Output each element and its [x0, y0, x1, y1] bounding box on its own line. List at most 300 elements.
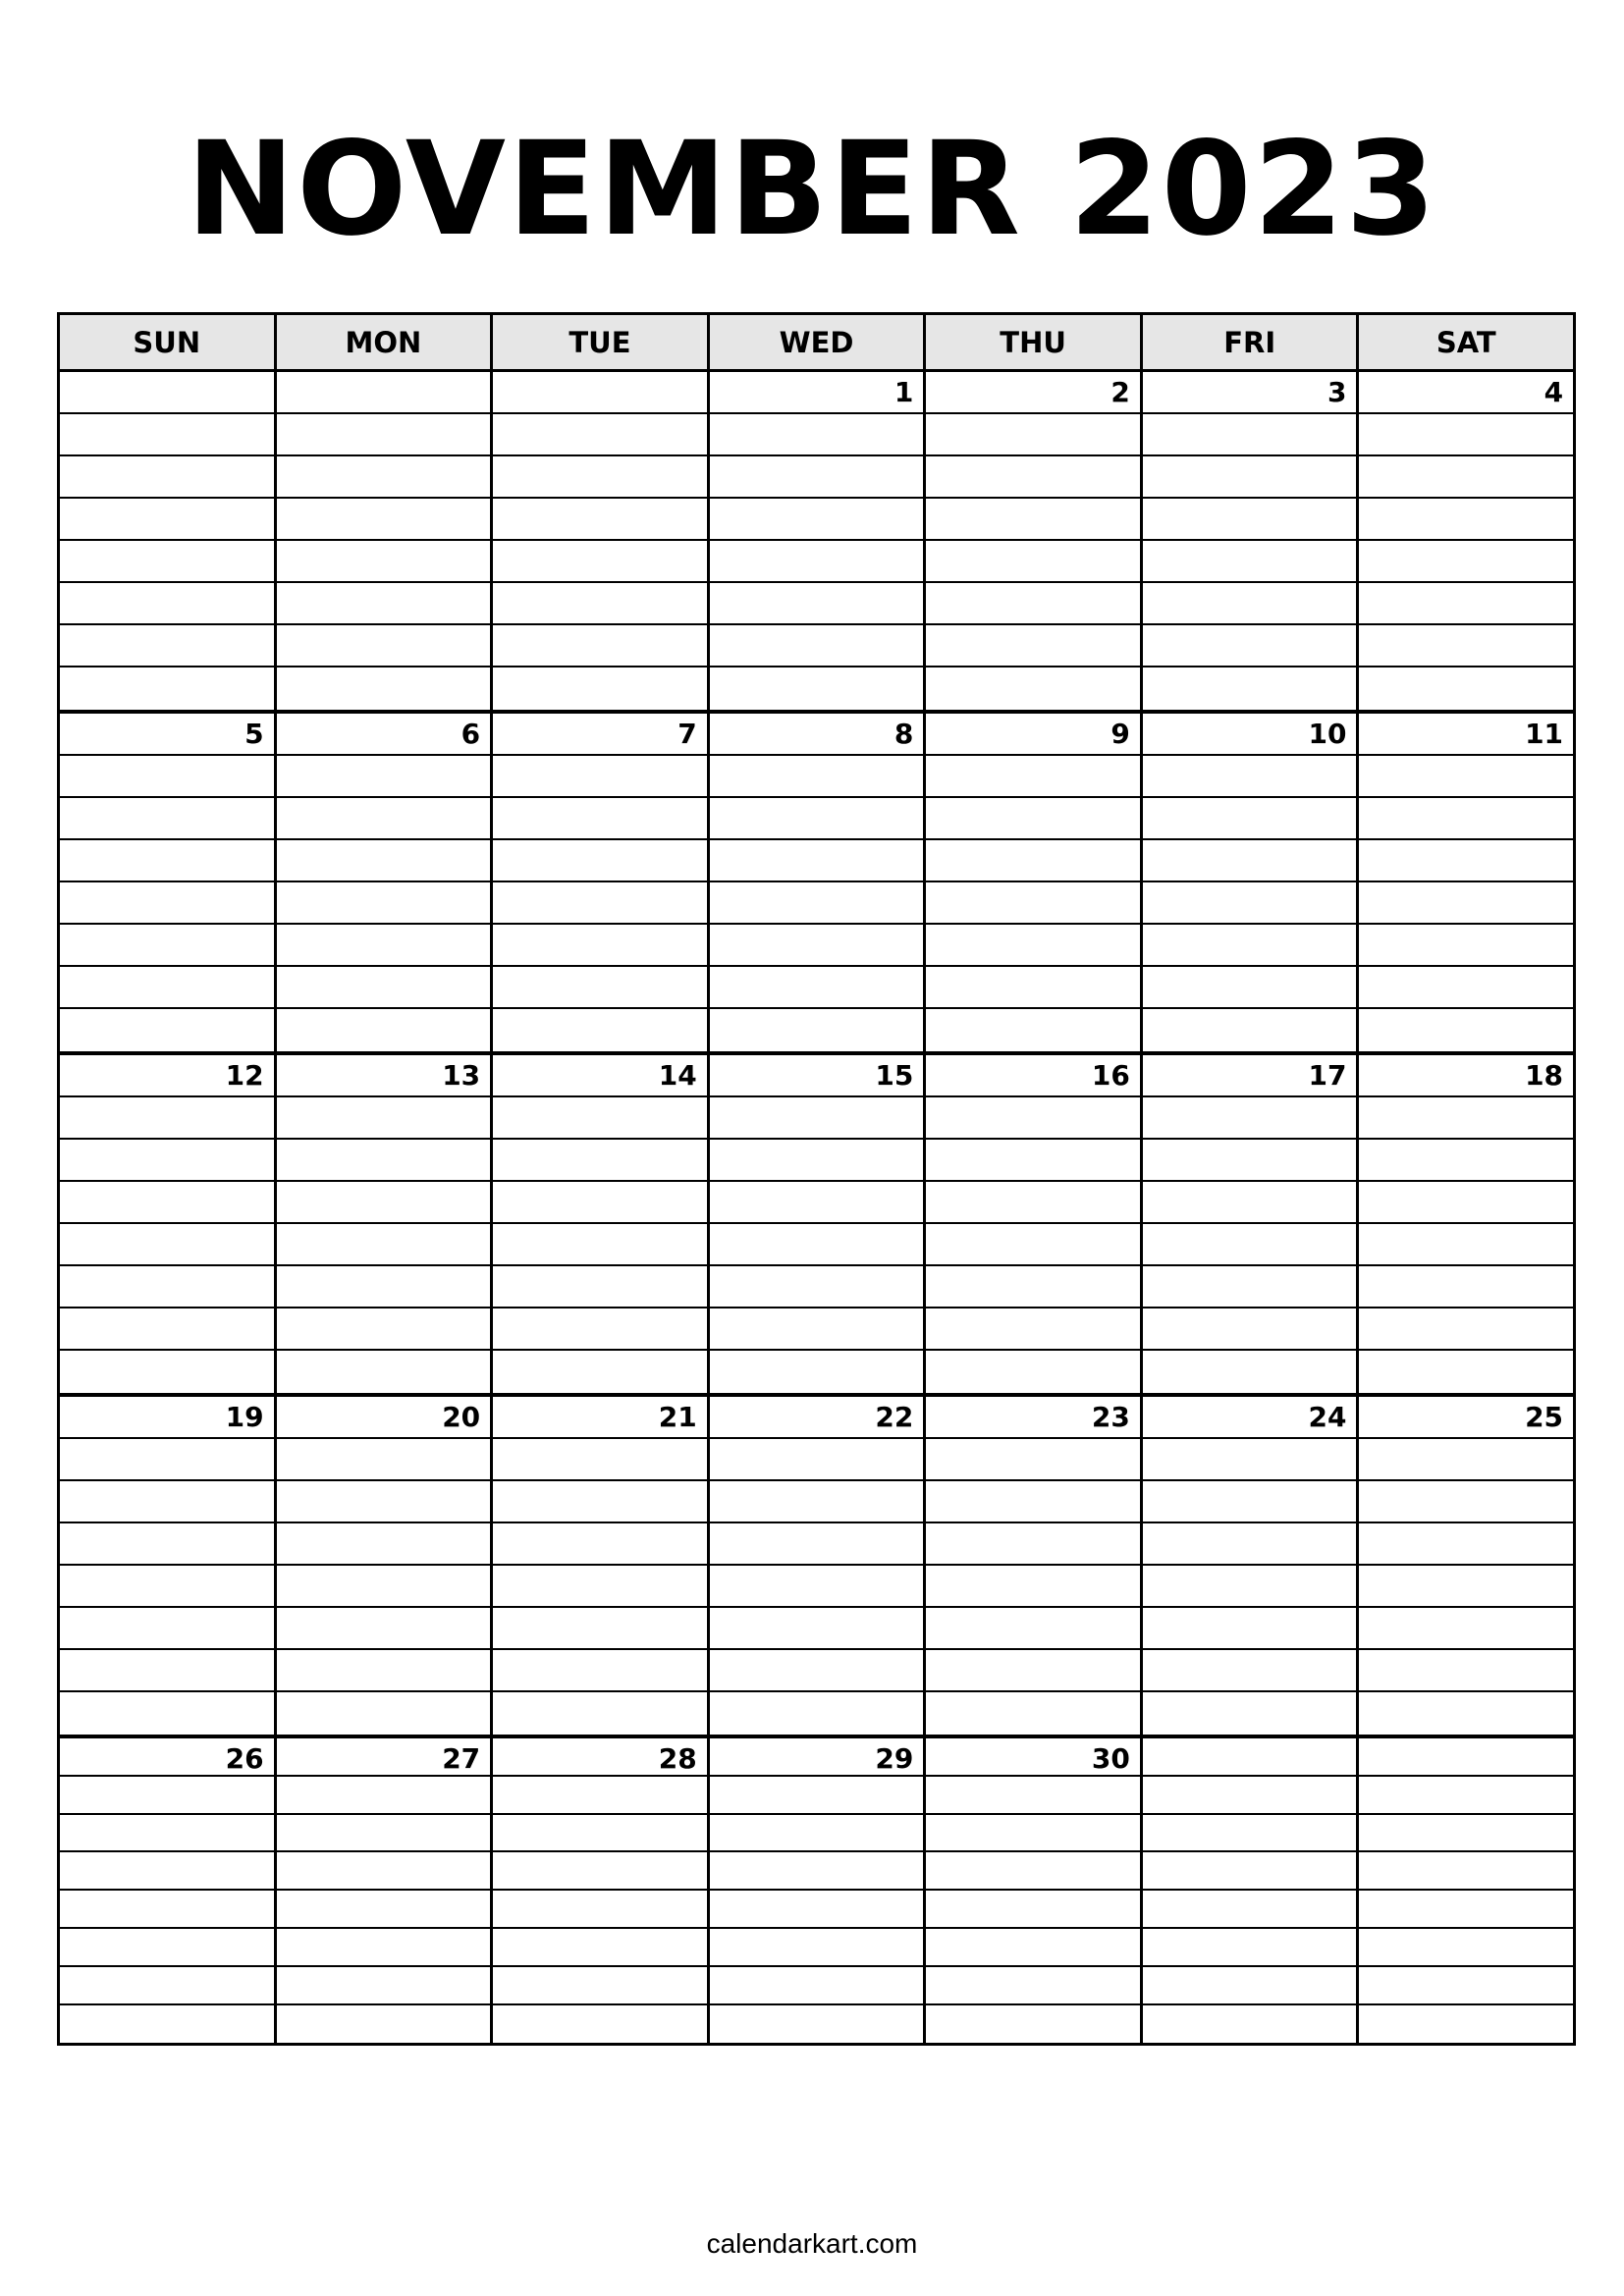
note-line[interactable] [710, 1140, 924, 1182]
note-line[interactable] [493, 756, 707, 798]
note-line[interactable] [60, 1738, 274, 1777]
note-line[interactable] [493, 1439, 707, 1481]
note-line[interactable] [1143, 840, 1357, 882]
note-line[interactable] [493, 925, 707, 967]
day-cell[interactable] [1359, 1055, 1573, 1393]
note-line[interactable] [1359, 1397, 1573, 1439]
note-line[interactable] [60, 882, 274, 925]
note-line[interactable] [277, 372, 491, 414]
note-line[interactable] [60, 1140, 274, 1182]
note-line[interactable] [1359, 1140, 1573, 1182]
note-line[interactable] [926, 1439, 1140, 1481]
note-line[interactable] [710, 1852, 924, 1891]
note-line[interactable] [493, 583, 707, 625]
note-line[interactable] [277, 456, 491, 499]
note-line[interactable] [60, 1009, 274, 1051]
note-line[interactable] [277, 925, 491, 967]
note-line[interactable] [60, 1523, 274, 1566]
note-line[interactable] [710, 756, 924, 798]
note-line[interactable] [1143, 1891, 1357, 1929]
note-line[interactable] [60, 1777, 274, 1815]
day-cell[interactable] [710, 1055, 927, 1393]
note-line[interactable] [60, 840, 274, 882]
note-line[interactable] [277, 1929, 491, 1967]
note-line[interactable] [1359, 798, 1573, 840]
note-line[interactable] [926, 1266, 1140, 1308]
note-line[interactable] [1143, 1650, 1357, 1692]
note-line[interactable] [926, 1182, 1140, 1224]
note-line[interactable] [277, 1891, 491, 1929]
note-line[interactable] [493, 1351, 707, 1393]
note-line[interactable] [926, 1650, 1140, 1692]
note-line[interactable] [710, 882, 924, 925]
note-line[interactable] [60, 1351, 274, 1393]
day-cell[interactable] [493, 1397, 710, 1735]
note-line[interactable] [277, 1182, 491, 1224]
note-line[interactable] [277, 882, 491, 925]
note-line[interactable] [277, 1481, 491, 1523]
note-line[interactable] [493, 1777, 707, 1815]
note-line[interactable] [926, 1967, 1140, 2005]
note-line[interactable] [710, 1439, 924, 1481]
note-line[interactable] [926, 1738, 1140, 1777]
day-cell[interactable] [277, 1055, 494, 1393]
day-cell[interactable] [277, 1738, 494, 2043]
note-line[interactable] [60, 2005, 274, 2044]
note-line[interactable] [710, 541, 924, 583]
note-line[interactable] [60, 714, 274, 756]
note-line[interactable] [1143, 1608, 1357, 1650]
note-line[interactable] [493, 1523, 707, 1566]
note-line[interactable] [710, 1097, 924, 1140]
note-line[interactable] [60, 414, 274, 456]
note-line[interactable] [1143, 1439, 1357, 1481]
note-line[interactable] [710, 1566, 924, 1608]
note-line[interactable] [277, 1351, 491, 1393]
note-line[interactable] [710, 1523, 924, 1566]
note-line[interactable] [1359, 456, 1573, 499]
note-line[interactable] [277, 1439, 491, 1481]
note-line[interactable] [926, 1097, 1140, 1140]
note-line[interactable] [1359, 1650, 1573, 1692]
note-line[interactable] [493, 1182, 707, 1224]
note-line[interactable] [1359, 1608, 1573, 1650]
note-line[interactable] [1359, 499, 1573, 541]
note-line[interactable] [1359, 1439, 1573, 1481]
note-line[interactable] [926, 1224, 1140, 1266]
note-line[interactable] [60, 1224, 274, 1266]
note-line[interactable] [493, 1266, 707, 1308]
note-line[interactable] [1359, 1481, 1573, 1523]
note-line[interactable] [493, 2005, 707, 2044]
note-line[interactable] [710, 1397, 924, 1439]
note-line[interactable] [493, 1967, 707, 2005]
note-line[interactable] [710, 625, 924, 667]
day-cell[interactable] [710, 1738, 927, 2043]
note-line[interactable] [277, 1523, 491, 1566]
note-line[interactable] [926, 1608, 1140, 1650]
note-line[interactable] [926, 1692, 1140, 1735]
day-cell[interactable] [1359, 1397, 1573, 1735]
note-line[interactable] [60, 1308, 274, 1351]
note-line[interactable] [926, 756, 1140, 798]
day-cell[interactable] [60, 1055, 277, 1393]
note-line[interactable] [1359, 925, 1573, 967]
note-line[interactable] [60, 499, 274, 541]
note-line[interactable] [1143, 1777, 1357, 1815]
note-line[interactable] [277, 667, 491, 710]
note-line[interactable] [926, 714, 1140, 756]
day-cell[interactable] [277, 372, 494, 710]
note-line[interactable] [926, 583, 1140, 625]
note-line[interactable] [926, 1481, 1140, 1523]
note-line[interactable] [710, 1692, 924, 1735]
note-line[interactable] [493, 667, 707, 710]
note-line[interactable] [277, 1967, 491, 2005]
note-line[interactable] [493, 1055, 707, 1097]
note-line[interactable] [277, 1777, 491, 1815]
note-line[interactable] [710, 1224, 924, 1266]
note-line[interactable] [710, 583, 924, 625]
note-line[interactable] [60, 456, 274, 499]
note-line[interactable] [926, 1351, 1140, 1393]
day-cell[interactable] [926, 1397, 1143, 1735]
note-line[interactable] [60, 1929, 274, 1967]
note-line[interactable] [277, 1308, 491, 1351]
note-line[interactable] [926, 372, 1140, 414]
note-line[interactable] [60, 1097, 274, 1140]
note-line[interactable] [1359, 1009, 1573, 1051]
note-line[interactable] [1359, 756, 1573, 798]
note-line[interactable] [493, 840, 707, 882]
note-line[interactable] [1143, 798, 1357, 840]
note-line[interactable] [1143, 1566, 1357, 1608]
note-line[interactable] [1359, 1308, 1573, 1351]
note-line[interactable] [710, 1650, 924, 1692]
note-line[interactable] [1143, 667, 1357, 710]
day-cell[interactable] [1359, 372, 1573, 710]
day-cell[interactable] [1143, 1738, 1360, 2043]
note-line[interactable] [493, 1308, 707, 1351]
note-line[interactable] [710, 1738, 924, 1777]
note-line[interactable] [277, 840, 491, 882]
note-line[interactable] [1143, 1967, 1357, 2005]
note-line[interactable] [1143, 583, 1357, 625]
note-line[interactable] [1143, 882, 1357, 925]
note-line[interactable] [1143, 499, 1357, 541]
note-line[interactable] [277, 1140, 491, 1182]
note-line[interactable] [1143, 1182, 1357, 1224]
note-line[interactable] [493, 1608, 707, 1650]
note-line[interactable] [710, 1481, 924, 1523]
day-cell[interactable] [60, 1397, 277, 1735]
note-line[interactable] [277, 798, 491, 840]
note-line[interactable] [1143, 1397, 1357, 1439]
note-line[interactable] [710, 1777, 924, 1815]
note-line[interactable] [60, 1852, 274, 1891]
day-cell[interactable] [926, 1738, 1143, 2043]
note-line[interactable] [60, 1650, 274, 1692]
note-line[interactable] [1143, 456, 1357, 499]
note-line[interactable] [710, 414, 924, 456]
note-line[interactable] [710, 499, 924, 541]
note-line[interactable] [60, 667, 274, 710]
note-line[interactable] [60, 1815, 274, 1853]
note-line[interactable] [493, 1224, 707, 1266]
day-cell[interactable] [277, 714, 494, 1051]
note-line[interactable] [1359, 882, 1573, 925]
note-line[interactable] [277, 1397, 491, 1439]
note-line[interactable] [493, 1891, 707, 1929]
note-line[interactable] [1359, 1891, 1573, 1929]
note-line[interactable] [493, 1852, 707, 1891]
note-line[interactable] [1359, 1777, 1573, 1815]
note-line[interactable] [60, 925, 274, 967]
note-line[interactable] [1143, 1852, 1357, 1891]
day-cell[interactable] [926, 714, 1143, 1051]
note-line[interactable] [493, 1650, 707, 1692]
note-line[interactable] [1359, 1566, 1573, 1608]
note-line[interactable] [710, 1815, 924, 1853]
note-line[interactable] [60, 1692, 274, 1735]
note-line[interactable] [277, 967, 491, 1009]
note-line[interactable] [277, 2005, 491, 2044]
note-line[interactable] [710, 1009, 924, 1051]
note-line[interactable] [1359, 840, 1573, 882]
note-line[interactable] [1143, 1738, 1357, 1777]
note-line[interactable] [493, 882, 707, 925]
note-line[interactable] [926, 798, 1140, 840]
note-line[interactable] [493, 1009, 707, 1051]
note-line[interactable] [1359, 1097, 1573, 1140]
day-cell[interactable] [60, 1738, 277, 2043]
note-line[interactable] [1143, 1055, 1357, 1097]
note-line[interactable] [710, 1182, 924, 1224]
note-line[interactable] [60, 1967, 274, 2005]
note-line[interactable] [1143, 372, 1357, 414]
note-line[interactable] [60, 541, 274, 583]
note-line[interactable] [1143, 1815, 1357, 1853]
note-line[interactable] [710, 925, 924, 967]
note-line[interactable] [926, 2005, 1140, 2044]
day-cell[interactable] [1143, 1397, 1360, 1735]
note-line[interactable] [60, 1891, 274, 1929]
note-line[interactable] [1359, 2005, 1573, 2044]
note-line[interactable] [1143, 2005, 1357, 2044]
note-line[interactable] [710, 840, 924, 882]
note-line[interactable] [926, 1397, 1140, 1439]
note-line[interactable] [277, 499, 491, 541]
day-cell[interactable] [493, 1055, 710, 1393]
note-line[interactable] [1143, 541, 1357, 583]
note-line[interactable] [277, 756, 491, 798]
day-cell[interactable] [277, 1397, 494, 1735]
note-line[interactable] [1143, 1929, 1357, 1967]
note-line[interactable] [1359, 714, 1573, 756]
note-line[interactable] [1359, 1266, 1573, 1308]
note-line[interactable] [1143, 1266, 1357, 1308]
note-line[interactable] [1143, 756, 1357, 798]
note-line[interactable] [60, 1182, 274, 1224]
note-line[interactable] [277, 1738, 491, 1777]
note-line[interactable] [60, 1608, 274, 1650]
day-cell[interactable] [493, 372, 710, 710]
note-line[interactable] [60, 967, 274, 1009]
note-line[interactable] [1359, 1224, 1573, 1266]
note-line[interactable] [493, 1738, 707, 1777]
note-line[interactable] [926, 1929, 1140, 1967]
note-line[interactable] [277, 1009, 491, 1051]
note-line[interactable] [1143, 1481, 1357, 1523]
note-line[interactable] [277, 1650, 491, 1692]
note-line[interactable] [926, 1009, 1140, 1051]
note-line[interactable] [277, 1097, 491, 1140]
note-line[interactable] [1359, 1055, 1573, 1097]
note-line[interactable] [493, 541, 707, 583]
note-line[interactable] [926, 1523, 1140, 1566]
note-line[interactable] [1359, 667, 1573, 710]
note-line[interactable] [710, 1055, 924, 1097]
note-line[interactable] [60, 625, 274, 667]
note-line[interactable] [1143, 1308, 1357, 1351]
note-line[interactable] [926, 882, 1140, 925]
day-cell[interactable] [1359, 714, 1573, 1051]
day-cell[interactable] [493, 1738, 710, 2043]
day-cell[interactable] [710, 372, 927, 710]
note-line[interactable] [710, 456, 924, 499]
note-line[interactable] [60, 1397, 274, 1439]
note-line[interactable] [493, 1140, 707, 1182]
note-line[interactable] [277, 1566, 491, 1608]
day-cell[interactable] [926, 1055, 1143, 1393]
note-line[interactable] [710, 1266, 924, 1308]
note-line[interactable] [277, 1055, 491, 1097]
note-line[interactable] [926, 1891, 1140, 1929]
note-line[interactable] [1359, 1929, 1573, 1967]
note-line[interactable] [1143, 1009, 1357, 1051]
note-line[interactable] [926, 1055, 1140, 1097]
note-line[interactable] [493, 1397, 707, 1439]
note-line[interactable] [1359, 1523, 1573, 1566]
day-cell[interactable] [710, 714, 927, 1051]
note-line[interactable] [1359, 967, 1573, 1009]
note-line[interactable] [926, 625, 1140, 667]
note-line[interactable] [277, 414, 491, 456]
day-cell[interactable] [60, 714, 277, 1051]
note-line[interactable] [1359, 583, 1573, 625]
note-line[interactable] [926, 456, 1140, 499]
note-line[interactable] [710, 714, 924, 756]
note-line[interactable] [277, 1852, 491, 1891]
note-line[interactable] [926, 925, 1140, 967]
note-line[interactable] [60, 583, 274, 625]
note-line[interactable] [710, 1891, 924, 1929]
day-cell[interactable] [1359, 1738, 1573, 2043]
note-line[interactable] [60, 798, 274, 840]
note-line[interactable] [60, 756, 274, 798]
note-line[interactable] [60, 1266, 274, 1308]
note-line[interactable] [710, 1608, 924, 1650]
note-line[interactable] [60, 1566, 274, 1608]
note-line[interactable] [493, 1692, 707, 1735]
note-line[interactable] [926, 414, 1140, 456]
note-line[interactable] [1143, 967, 1357, 1009]
note-line[interactable] [710, 1351, 924, 1393]
note-line[interactable] [60, 1055, 274, 1097]
note-line[interactable] [1359, 1967, 1573, 2005]
note-line[interactable] [926, 1852, 1140, 1891]
note-line[interactable] [277, 625, 491, 667]
day-cell[interactable] [60, 372, 277, 710]
note-line[interactable] [493, 714, 707, 756]
note-line[interactable] [1359, 625, 1573, 667]
note-line[interactable] [710, 372, 924, 414]
note-line[interactable] [926, 1815, 1140, 1853]
note-line[interactable] [926, 1140, 1140, 1182]
day-cell[interactable] [1143, 372, 1360, 710]
note-line[interactable] [60, 1439, 274, 1481]
note-line[interactable] [1143, 925, 1357, 967]
note-line[interactable] [926, 1777, 1140, 1815]
note-line[interactable] [710, 1967, 924, 2005]
note-line[interactable] [493, 1929, 707, 1967]
note-line[interactable] [1143, 1140, 1357, 1182]
note-line[interactable] [1143, 414, 1357, 456]
note-line[interactable] [277, 1266, 491, 1308]
note-line[interactable] [493, 1566, 707, 1608]
note-line[interactable] [926, 667, 1140, 710]
note-line[interactable] [1143, 625, 1357, 667]
day-cell[interactable] [1143, 714, 1360, 1051]
note-line[interactable] [926, 1308, 1140, 1351]
note-line[interactable] [277, 541, 491, 583]
note-line[interactable] [277, 1608, 491, 1650]
day-cell[interactable] [1143, 1055, 1360, 1393]
note-line[interactable] [493, 1097, 707, 1140]
note-line[interactable] [1359, 1351, 1573, 1393]
note-line[interactable] [1359, 1692, 1573, 1735]
note-line[interactable] [277, 1692, 491, 1735]
note-line[interactable] [277, 714, 491, 756]
note-line[interactable] [1359, 1738, 1573, 1777]
note-line[interactable] [926, 1566, 1140, 1608]
note-line[interactable] [493, 1815, 707, 1853]
note-line[interactable] [1143, 1523, 1357, 1566]
note-line[interactable] [277, 1815, 491, 1853]
note-line[interactable] [1359, 372, 1573, 414]
note-line[interactable] [60, 372, 274, 414]
day-cell[interactable] [926, 372, 1143, 710]
note-line[interactable] [277, 583, 491, 625]
note-line[interactable] [1143, 1692, 1357, 1735]
note-line[interactable] [1359, 414, 1573, 456]
note-line[interactable] [710, 798, 924, 840]
note-line[interactable] [493, 372, 707, 414]
note-line[interactable] [1359, 1815, 1573, 1853]
note-line[interactable] [1143, 1224, 1357, 1266]
note-line[interactable] [493, 414, 707, 456]
note-line[interactable] [926, 541, 1140, 583]
note-line[interactable] [926, 967, 1140, 1009]
note-line[interactable] [1143, 714, 1357, 756]
note-line[interactable] [493, 499, 707, 541]
note-line[interactable] [926, 499, 1140, 541]
note-line[interactable] [493, 967, 707, 1009]
day-cell[interactable] [710, 1397, 927, 1735]
note-line[interactable] [493, 1481, 707, 1523]
note-line[interactable] [1143, 1351, 1357, 1393]
note-line[interactable] [493, 798, 707, 840]
